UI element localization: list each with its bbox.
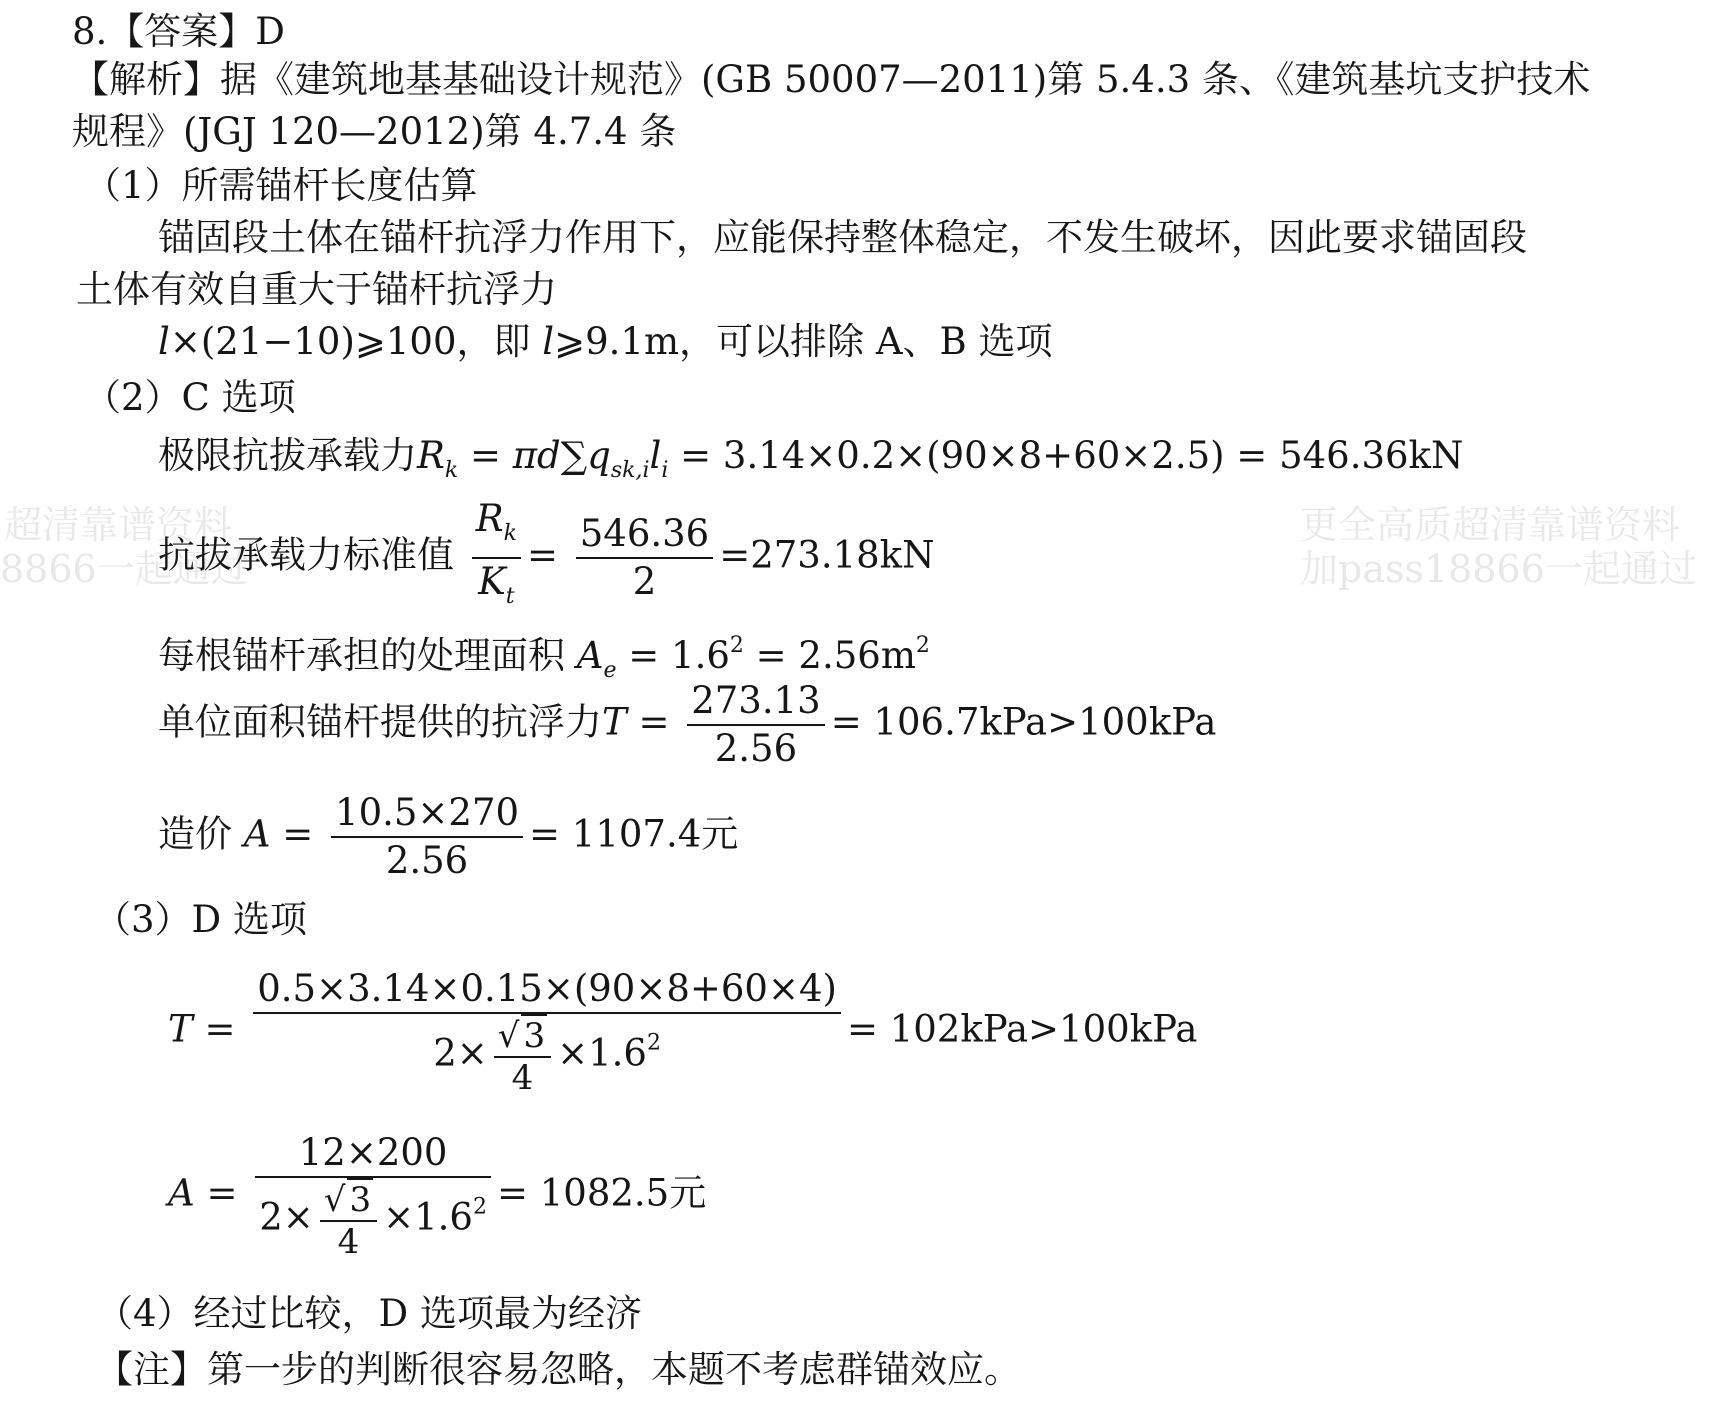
rk-label: 极限抗拔承载力: [158, 434, 417, 477]
note: 【注】第一步的判断很容易忽略，本题不考虑群锚效应。: [96, 1348, 1021, 1391]
watermark-left-2: 8866一起通过: [0, 547, 249, 591]
rk-sub: k: [444, 458, 459, 483]
cost-label: 造价: [158, 812, 232, 856]
t-fraction: $\frac{273.13}{2.56}$: [687, 678, 824, 772]
a-result-d: = 1082.5元: [496, 1171, 707, 1215]
cost-result: = 1107.4元: [529, 812, 739, 856]
section-3-heading: （3）D 选项: [94, 898, 307, 941]
section-1-heading: （1）所需锚杆长度估算: [84, 164, 478, 207]
cost-fraction: $\frac{10.5\times 270}{2.56}$: [331, 790, 523, 884]
rk-formula-c: = 3.14×0.2×(90×8+60×2.5) = 546.36kN: [668, 434, 1464, 477]
watermark-right-1: 更全高质超清靠谱资料: [1300, 503, 1681, 547]
a-var-d: A: [168, 1171, 195, 1215]
std-result: =273.18kN: [719, 533, 935, 577]
a-formula-d: A = 12×200 2× $\frac{√ 3}{4}$ $\times 1.6^2$ = 1082.5元: [168, 1131, 707, 1262]
rk-formula-sub2: i: [661, 458, 669, 483]
answer-line: 8.【答案】D: [72, 10, 285, 53]
var-l: l: [158, 320, 170, 363]
a-fraction-d: 12×200 2× $\frac{√ 3}{4}$ $\times 1.6^2$: [255, 1130, 491, 1262]
analysis-line-1: 【解析】据《建筑地基基础设计规范》(GB 50007—2011)第 5.4.3 条、《建筑基坑支护技术: [72, 58, 1591, 101]
section-4-heading: （4）经过比较，D 选项最为经济: [96, 1292, 642, 1335]
std-fraction-numeric: $\frac{546.36}{2}$: [576, 511, 713, 605]
section-2-heading: （2）C 选项: [84, 376, 296, 419]
t-formula-d: T = 0.5×3.14×0.15×(90×8+60×4) 2× $\frac{√ 3}{4}$ $\times 1.6^2$ = 102kPa>100kPa: [168, 967, 1198, 1098]
sqrt3-over-4: $\frac{√ 3}{4}$: [494, 1014, 551, 1098]
rk-formula-b: l: [649, 434, 662, 477]
area-sub: e: [603, 658, 617, 683]
t-label: 单位面积锚杆提供的抗浮力: [158, 700, 602, 744]
area-label: 每根锚杆承担的处理面积: [158, 634, 565, 677]
sqrt3-over-4-a: $\frac{√ 3}{4}$: [320, 1178, 377, 1262]
watermark-left-1: 超清靠谱资料: [4, 503, 233, 547]
eq-rest: ×(21−10)⩾100，即: [169, 320, 531, 363]
t-var: T: [602, 700, 627, 744]
rk-var: R: [417, 434, 445, 477]
cost-var: A: [243, 812, 271, 856]
watermark-right-2: 加pass18866一起通过: [1300, 547, 1697, 591]
area-formula: 每根锚杆承担的处理面积 $A_e = 1.6^2 = 2.56m^2$: [158, 633, 930, 683]
section-1-equation: [158, 318, 1053, 366]
rk-formula: [158, 432, 1463, 495]
std-label: 抗拔承载力标准值: [158, 533, 454, 577]
eq-tail: ⩾9.1m，可以排除 A、B 选项: [554, 320, 1053, 363]
t-var-d: T: [168, 1007, 193, 1051]
section-1-para-1: 锚固段土体在锚杆抗浮力作用下，应能保持整体稳定，不发生破坏，因此要求锚固段: [158, 216, 1527, 259]
t-fraction-d: 0.5×3.14×0.15×(90×8+60×4) 2× $\frac{√ 3}{4}$ $\times 1.6^2$: [253, 966, 841, 1098]
analysis-line-2: 规程》(JGJ 120—2012)第 4.7.4 条: [72, 110, 677, 153]
rk-formula-a: = πd∑q: [458, 434, 611, 477]
var-l-2: l: [542, 320, 555, 363]
t-result-d: = 102kPa>100kPa: [846, 1007, 1198, 1051]
std-fraction-symbolic: $\frac{R_k}{K_t}$: [472, 496, 521, 620]
std-eq: =: [526, 533, 558, 577]
std-value-formula: [158, 496, 934, 620]
cost-formula-c: 造价 A = $\frac{10.5\times 270}{2.56}$ = 1107.4元: [158, 791, 739, 882]
area-var: A: [576, 634, 604, 677]
t-formula-c: 单位面积锚杆提供的抗浮力T = $\frac{273.13}{2.56}$ = 106.7kPa>100kPa: [158, 679, 1217, 770]
section-1-para-2: 土体有效自重大于锚杆抗浮力: [76, 268, 557, 311]
rk-formula-sub: sk,i: [610, 458, 650, 483]
t-result: = 106.7kPa>100kPa: [830, 700, 1217, 744]
